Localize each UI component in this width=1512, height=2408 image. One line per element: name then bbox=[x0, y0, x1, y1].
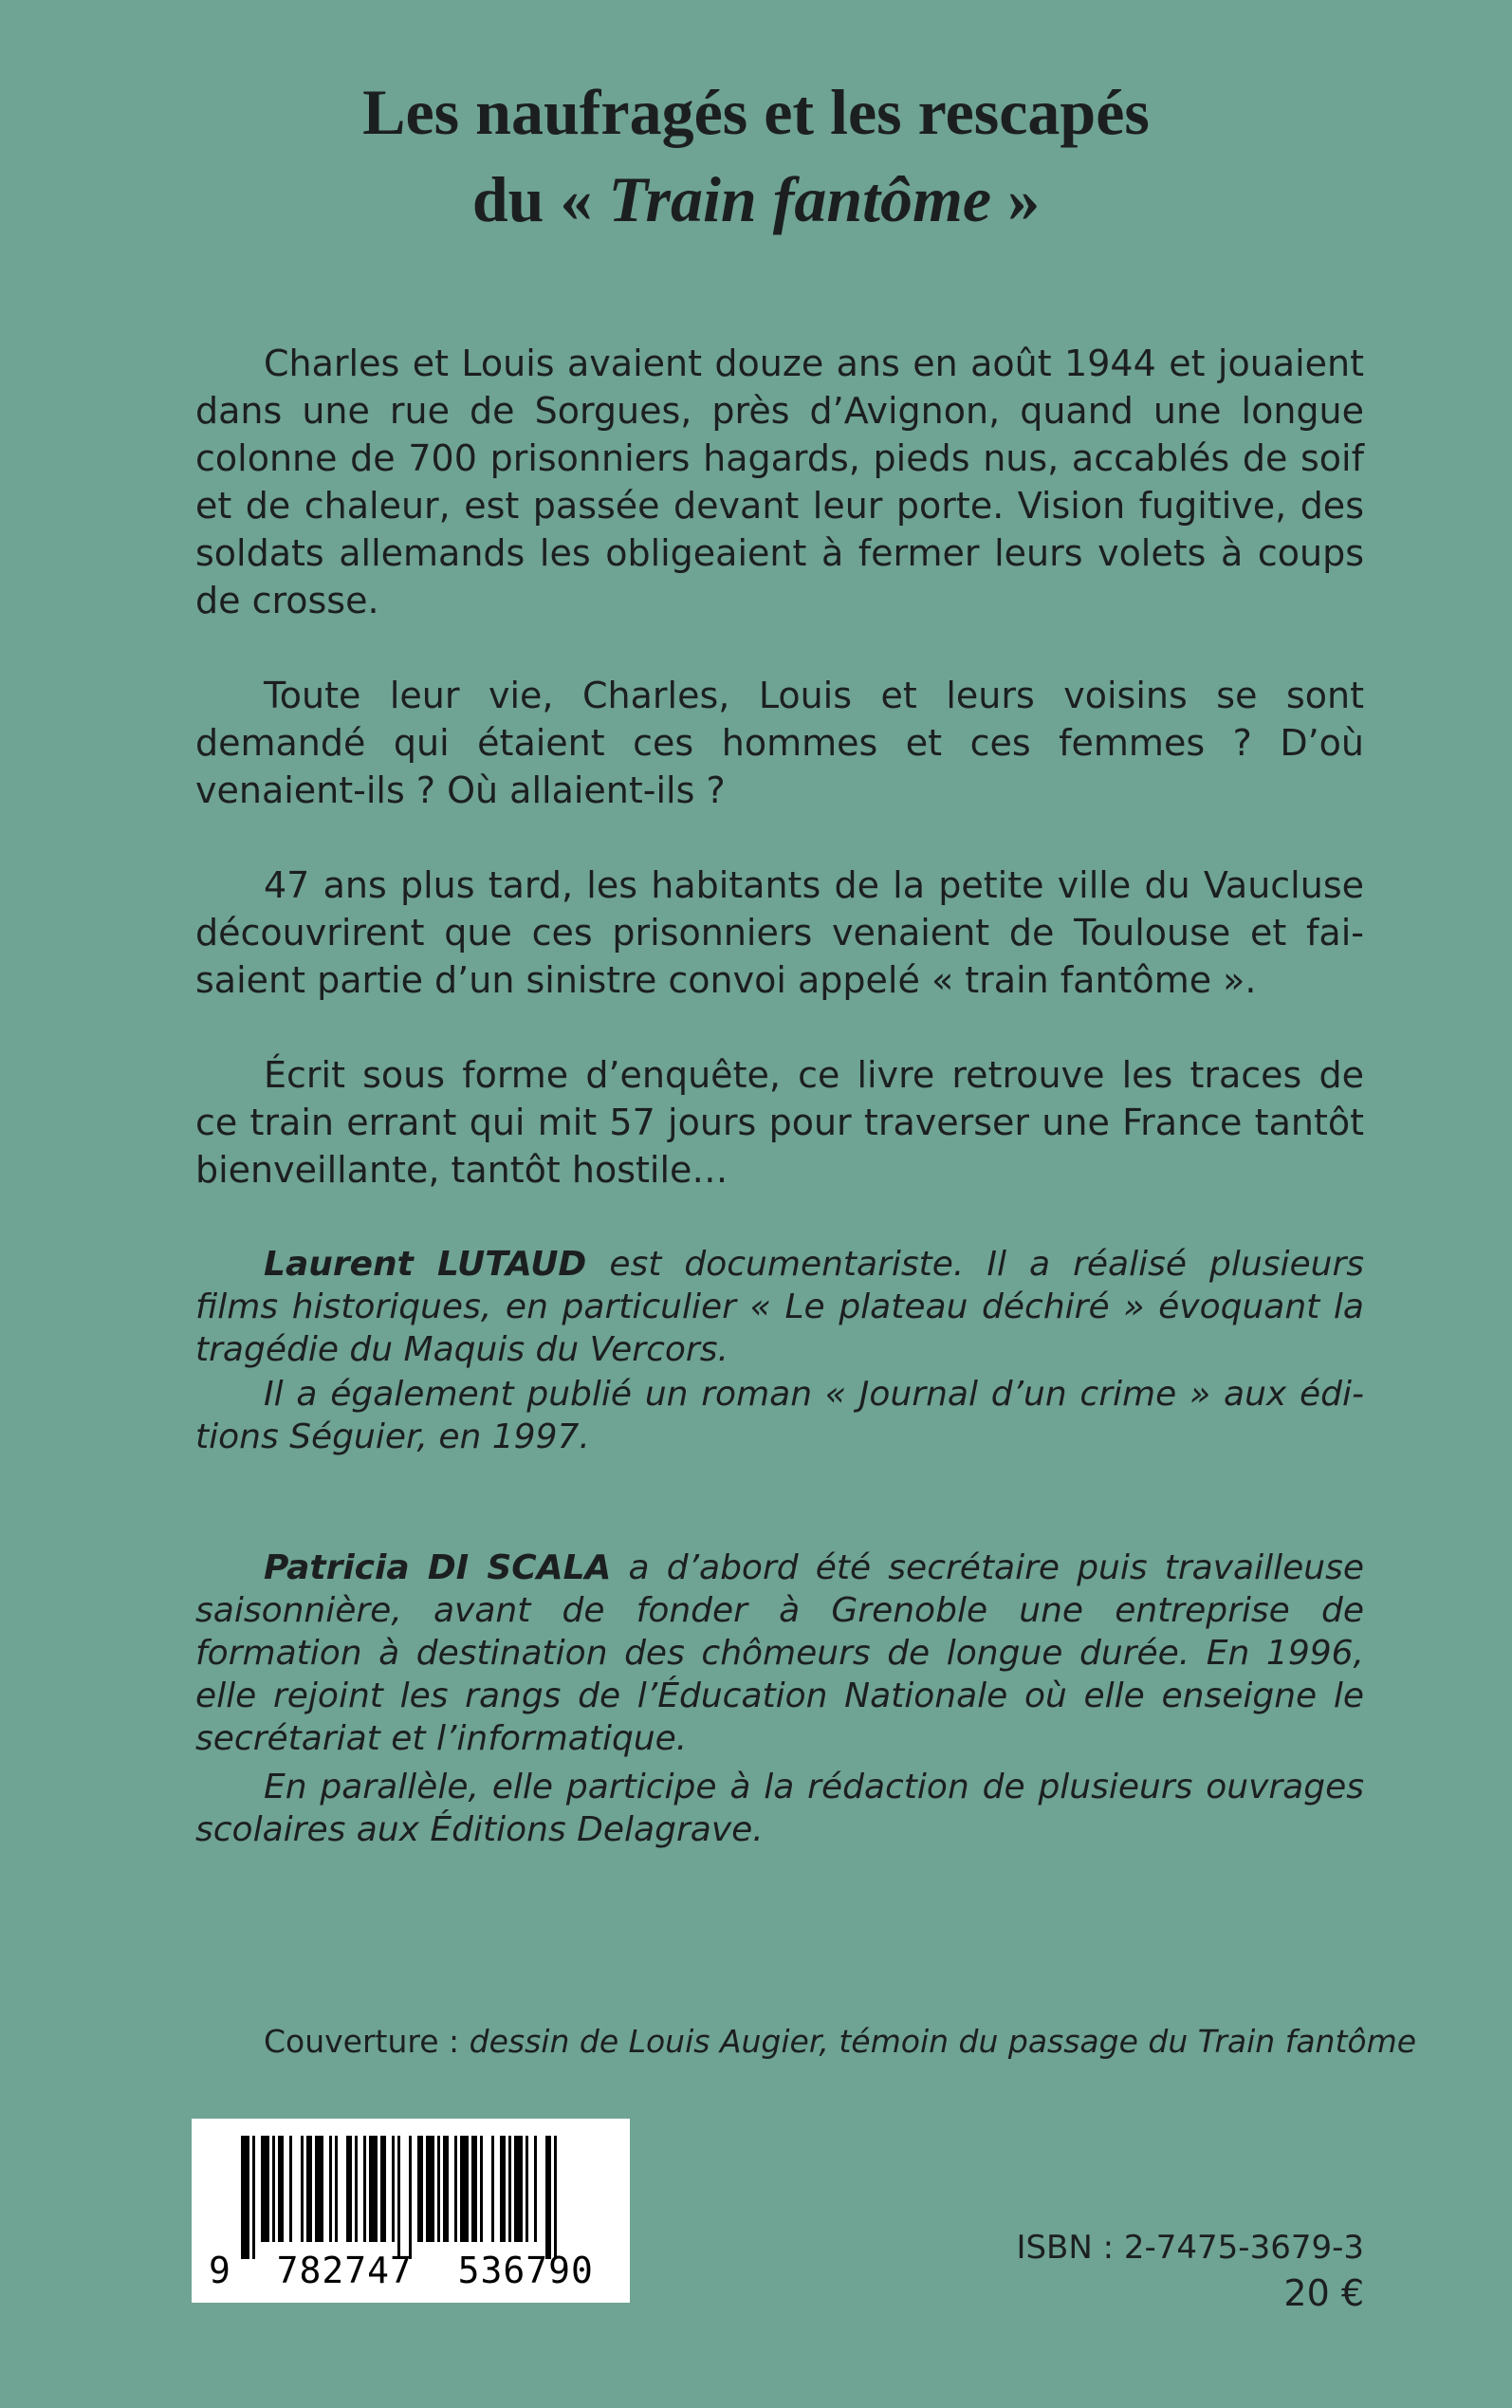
barcode-bar bbox=[545, 2136, 551, 2259]
barcode-bar bbox=[335, 2136, 338, 2242]
barcode-bar bbox=[526, 2136, 528, 2242]
barcode-bar bbox=[346, 2136, 352, 2242]
title-suffix: » bbox=[1007, 163, 1041, 235]
cover-credit bbox=[264, 2021, 1416, 2063]
author-name-laurent: Laurent LUTAUD bbox=[264, 1245, 587, 1284]
barcode-bar bbox=[491, 2136, 494, 2242]
title-line-1: Les naufragés et les rescapés bbox=[362, 76, 1150, 148]
title-line-2 bbox=[0, 156, 1512, 243]
price: 20 € bbox=[1283, 2272, 1364, 2314]
barcode-bar bbox=[329, 2136, 332, 2242]
barcode-bar bbox=[409, 2136, 412, 2259]
isbn-block bbox=[1016, 2225, 1364, 2316]
barcode-bar bbox=[460, 2136, 469, 2242]
barcode-bar bbox=[514, 2136, 523, 2242]
barcode-bar bbox=[554, 2136, 557, 2259]
barcode-bar bbox=[534, 2136, 537, 2242]
book-title bbox=[0, 68, 1512, 243]
barcode-bar bbox=[392, 2136, 395, 2242]
bio-patricia-para-1 bbox=[195, 1547, 1364, 1760]
title-prefix: du « bbox=[471, 163, 593, 235]
credit-text: dessin de Louis Augier, témoin du passage du Train fantôme bbox=[469, 2023, 1417, 2060]
bio-laurent-text: est documentariste. Il a réalisé plusieurs films historiques, en particulier « Le plateau déchiré » évoquant la tragédie du Maquis du Vercors. bbox=[195, 1245, 1364, 1369]
barcode-bar bbox=[241, 2136, 249, 2259]
barcode-bar bbox=[363, 2136, 366, 2242]
barcode-bar bbox=[437, 2136, 440, 2242]
barcode-bar bbox=[306, 2136, 312, 2242]
paragraph-4: Écrit sous forme d’enquête, ce livre retrouve les traces de ce train errant qui mit 57 jours pour traverser une France tantôt bienveillante, tantôt hostile… bbox=[195, 1054, 1364, 1191]
isbn-number: ISBN : 2-7475-3679-3 bbox=[1016, 2229, 1364, 2267]
barcode-bar bbox=[369, 2136, 378, 2242]
barcode-bar bbox=[315, 2136, 323, 2242]
barcode-bar bbox=[426, 2136, 434, 2242]
barcode-bar bbox=[278, 2136, 284, 2242]
barcode-bar bbox=[252, 2136, 255, 2259]
barcode bbox=[192, 2119, 630, 2303]
credit-label: Couverture : bbox=[264, 2023, 470, 2060]
barcode-bar bbox=[480, 2136, 483, 2242]
barcode-bar bbox=[443, 2136, 449, 2242]
bio-laurent-para-1 bbox=[195, 1243, 1364, 1371]
barcode-bar bbox=[289, 2136, 292, 2242]
barcode-bar bbox=[272, 2136, 275, 2242]
author-name-patricia: Patricia DI SCALA bbox=[264, 1548, 612, 1587]
paragraph-3: 47 ans plus tard, les habitants de la petite ville du Vaucluse découvrirent que ces prisonniers venaient de Toulouse et faisaient partie d’un sinistre convoi appelé « train fantôme ». bbox=[195, 864, 1364, 1001]
barcode-bar bbox=[355, 2136, 358, 2242]
barcode-bar bbox=[261, 2136, 269, 2242]
barcode-bar bbox=[471, 2136, 477, 2242]
barcode-bar bbox=[417, 2136, 423, 2242]
bio-laurent-para-2: Il a également publié un roman « Journal d’un crime » aux éditions Séguier, en 1997. bbox=[195, 1375, 1364, 1456]
barcode-bar bbox=[301, 2136, 304, 2242]
paragraph-1: Charles et Louis avaient douze ans en août 1944 et jouaient dans une rue de Sorgues, près d’Avignon, quand une longue colonne de 700 prisonniers hagards, pieds nus, accablés de soif et de chaleur, est passée devant leur porte. Vision fugitive, des soldats allemands les obligeaient à fermer leurs volets à coups de crosse. bbox=[195, 343, 1364, 621]
barcode-bar bbox=[500, 2136, 506, 2242]
paragraph-2: Toute leur vie, Charles, Louis et leurs voisins se sont demandé qui étaient ces hommes et ces femmes ? D’où venaient-ils ? Où allaient-ils ? bbox=[195, 675, 1364, 811]
barcode-digits: 9 782747 536790 bbox=[209, 2250, 594, 2291]
barcode-bar bbox=[397, 2136, 400, 2259]
bio-patricia-text: a d’abord été secrétaire puis travailleuse saisonnière, avant de fonder à Grenoble une entreprise de formation à destination des chômeurs de longue durée. En 1996, elle rejoint les rangs de l’Éducation Nationale où elle enseigne le secrétariat et l’informatique. bbox=[195, 1548, 1364, 1758]
bio-patricia-para-2: En parallèle, elle participe à la rédaction de plusieurs ouvrages scolaires aux Éditions Delagrave. bbox=[195, 1768, 1364, 1849]
barcode-bar bbox=[454, 2136, 457, 2242]
barcode-bar bbox=[380, 2136, 386, 2242]
title-italic: Train fantôme bbox=[608, 163, 992, 235]
barcode-bar bbox=[508, 2136, 511, 2242]
